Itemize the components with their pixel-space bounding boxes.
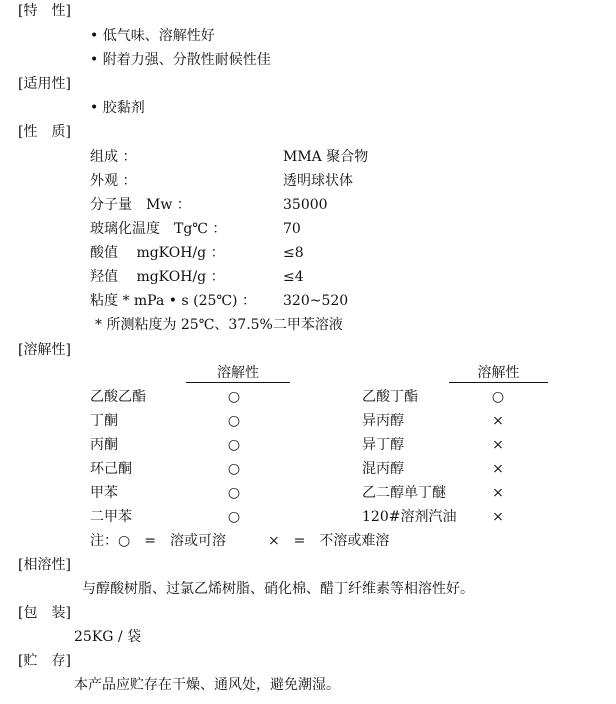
solvent-name: 环己酮: [90, 461, 132, 477]
property-label: 玻璃化温度 Tg℃ ：: [90, 221, 227, 237]
property-value: 35000: [283, 197, 328, 213]
solubility-mark: ○: [227, 437, 241, 453]
storage-text: 本产品应贮存在干燥、通风处，避免潮湿。: [74, 677, 340, 693]
property-label: 组成 ：: [90, 149, 137, 165]
solvent-name: 混丙醇: [362, 461, 404, 477]
features-heading: [特 性]: [18, 3, 71, 19]
solvent-name: 异丁醇: [362, 437, 404, 453]
solubility-mark: ○: [227, 509, 241, 525]
solubility-mark: ×: [492, 437, 504, 453]
solvent-name: 甲苯: [90, 485, 118, 501]
packaging-text: 25KG / 袋: [74, 629, 142, 645]
applicability-heading: [适用性]: [18, 76, 71, 92]
solubility-mark: ○: [227, 485, 241, 501]
compatibility-heading: [相溶性]: [18, 557, 71, 573]
solubility-column-header-right: 溶解性: [449, 364, 548, 383]
packaging-heading: [包 装]: [18, 605, 71, 621]
solubility-legend: 注：○ = 溶或可溶 × = 不溶或难溶: [90, 533, 390, 549]
property-label: 外观 ：: [90, 173, 137, 189]
solubility-mark: ○: [491, 389, 505, 405]
property-label: 羟值 mgKOH/g ：: [90, 269, 225, 285]
applicability-bullet-1: • 胶黏剂: [90, 100, 145, 116]
solubility-mark: ○: [227, 413, 241, 429]
property-label: 酸值 mgKOH/g ：: [90, 245, 225, 261]
viscosity-note: * 所测粘度为 25℃、37.5%二甲苯溶液: [95, 317, 343, 333]
solubility-column-header-left: 溶解性: [186, 364, 290, 383]
solvent-name: 丁酮: [90, 413, 118, 429]
features-bullet-2: • 附着力强、分散性耐候性佳: [90, 52, 271, 68]
solubility-mark: ○: [227, 461, 241, 477]
solvent-name: 乙酸乙酯: [90, 389, 146, 405]
solvent-name: 二甲苯: [90, 509, 132, 525]
solubility-mark: ○: [227, 389, 241, 405]
solvent-name: 丙酮: [90, 437, 118, 453]
property-value: ≤8: [283, 245, 304, 261]
solvent-name: 异丙醇: [362, 413, 404, 429]
property-value: ≤4: [283, 269, 304, 285]
property-value: 透明球状体: [283, 173, 353, 189]
property-value: MMA 聚合物: [283, 149, 369, 165]
solubility-heading: [溶解性]: [18, 342, 71, 358]
property-label: 粘度 * mPa • s (25℃) ：: [90, 293, 256, 309]
storage-heading: [贮 存]: [18, 653, 71, 669]
solvent-name: 乙二醇单丁醚: [362, 485, 446, 501]
property-value: 320~520: [283, 293, 349, 309]
properties-heading: [性 质]: [18, 124, 71, 140]
property-label: 分子量 Mw ：: [90, 197, 191, 213]
solvent-name: 120#溶剂汽油: [362, 509, 457, 525]
solubility-mark: ×: [492, 413, 504, 429]
solubility-mark: ×: [492, 509, 504, 525]
compatibility-text: 与醇酸树脂、过氯乙烯树脂、硝化棉、醋丁纤维素等相溶性好。: [82, 581, 474, 597]
property-value: 70: [283, 221, 301, 237]
solubility-mark: ×: [492, 485, 504, 501]
solvent-name: 乙酸丁酯: [362, 389, 418, 405]
solubility-mark: ×: [492, 461, 504, 477]
features-bullet-1: • 低气味、溶解性好: [90, 28, 215, 44]
